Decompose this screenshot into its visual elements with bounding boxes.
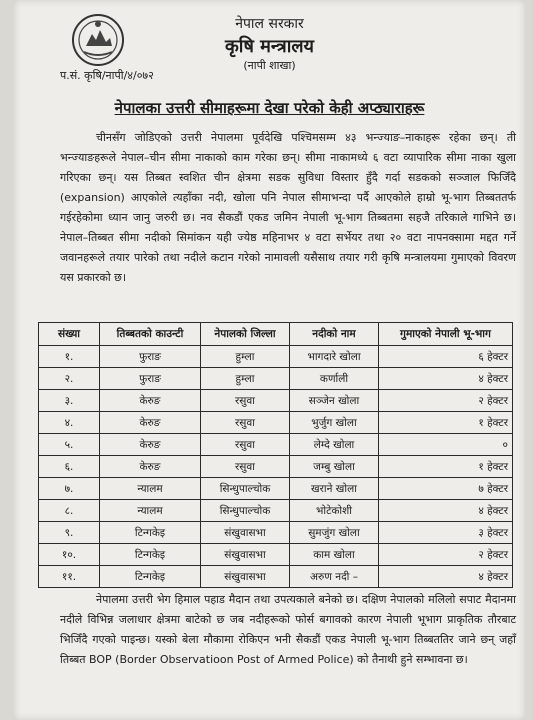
cell-district: संखुवासभा (201, 566, 290, 588)
document-title: नेपालका उत्तरी सीमाहरूमा देखा परेको केही अप्ठ्याराहरू (114, 99, 425, 117)
cell-district: हुम्ला (201, 368, 290, 390)
col-header-county: तिब्बतको काउन्टी (100, 323, 201, 346)
cell-county: फुराङ (100, 368, 201, 390)
cell-district: रसुवा (201, 412, 290, 434)
cell-land-lost: १ हेक्टर (379, 456, 513, 478)
table-row (39, 368, 513, 390)
reference-number: प.सं. कृषि/नापी/४/०७२ (60, 69, 154, 82)
cell-land-lost: २ हेक्टर (379, 544, 513, 566)
cell-number: ४. (39, 412, 100, 434)
cell-number: ६. (39, 456, 100, 478)
cell-river: लेम्दे खोला (290, 434, 379, 456)
cell-land-lost: ० (379, 434, 513, 456)
cell-district: रसुवा (201, 390, 290, 412)
cell-river: जम्बु खोला (290, 456, 379, 478)
cell-number: १. (39, 346, 100, 368)
section-name: (नापी शाखा) (243, 59, 296, 72)
col-header-number: संख्या (39, 323, 100, 346)
cell-district: रसुवा (201, 434, 290, 456)
cell-county: केरुङ (100, 412, 201, 434)
cell-county: न्यालम (100, 478, 201, 500)
table-row (39, 390, 513, 412)
cell-district: सिन्धुपाल्चोक (201, 500, 290, 522)
table-row (39, 566, 513, 588)
table-row (39, 434, 513, 456)
cell-land-lost: ४ हेक्टर (379, 500, 513, 522)
cell-river: भागदारे खोला (290, 346, 379, 368)
cell-county: फुराङ (100, 346, 201, 368)
cell-land-lost: ६ हेक्टर (379, 346, 513, 368)
cell-county: केरुङ (100, 390, 201, 412)
lost-land-table (38, 322, 513, 588)
cell-land-lost: १ हेक्टर (379, 412, 513, 434)
ministry-name: कृषि मन्त्रालय (224, 36, 314, 57)
cell-river: कर्णाली (290, 368, 379, 390)
cell-number: २. (39, 368, 100, 390)
cell-county: केरुङ (100, 434, 201, 456)
cell-number: ९. (39, 522, 100, 544)
cell-district: हुम्ला (201, 346, 290, 368)
table-row (39, 412, 513, 434)
cell-land-lost: ७ हेक्टर (379, 478, 513, 500)
cell-river: भोटेकोशी (290, 500, 379, 522)
cell-river: खराने खोला (290, 478, 379, 500)
cell-number: ८. (39, 500, 100, 522)
cell-district: सिन्धुपाल्चोक (201, 478, 290, 500)
cell-county: टिन्गकेइ (100, 544, 201, 566)
cell-district: संखुवासभा (201, 522, 290, 544)
table-row (39, 500, 513, 522)
cell-land-lost: ४ हेक्टर (379, 566, 513, 588)
cell-county: केरुङ (100, 456, 201, 478)
cell-river: सञ्जेन खोला (290, 390, 379, 412)
cell-land-lost: २ हेक्टर (379, 390, 513, 412)
col-header-district: नेपालको जिल्ला (201, 323, 290, 346)
cell-land-lost: ४ हेक्टर (379, 368, 513, 390)
table-row (39, 522, 513, 544)
government-name: नेपाल सरकार (235, 16, 304, 32)
cell-district: रसुवा (201, 456, 290, 478)
cell-number: ७. (39, 478, 100, 500)
cell-number: ५. (39, 434, 100, 456)
cell-river: अरुण नदी – (290, 566, 379, 588)
col-header-river: नदीको नाम (290, 323, 379, 346)
cell-river: सुमजुंग खोला (290, 522, 379, 544)
cell-number: ११. (39, 566, 100, 588)
table-header-row (39, 323, 513, 346)
table-row (39, 544, 513, 566)
table-row (39, 456, 513, 478)
closing-paragraph: नेपालमा उत्तरी भेग हिमाल पहाड मैदान तथा उपत्यकाले बनेको छ। दक्षिण नेपालको मलिलो सपाट मैदानमा नदीले विभिन्न जलाधार क्षेत्रमा बाटेको छ जब नदीहरूको फोर्स बगावको कारण नेपाली भूभाग प्राकृतिक तौरबाट भिजिँदै गएको पाइन्छ। यस्को बेला मौकामा रोकिएन भनी सैकडौं एकड नेपाली भू-भाग तिब्बततिर जाने छन् जहाँ तिब्बत BOP (Border Observatioon Post of Armed Police) को तैनाथी हुने सम्भावना छ। (60, 593, 516, 666)
cell-district: संखुवासभा (201, 544, 290, 566)
col-header-land-lost: गुमाएको नेपाली भू-भाग (379, 323, 513, 346)
cell-number: ३. (39, 390, 100, 412)
cell-county: टिन्गकेइ (100, 566, 201, 588)
cell-river: भुर्जुग खोला (290, 412, 379, 434)
intro-paragraph: चीनसँग जोडिएको उत्तरी नेपालमा पूर्वदेखि पश्चिमसम्म ४३ भन्ज्याङ–नाकाहरू रहेका छन्। ती भन्ज्याङहरूले नेपाल–चीन सीमा नाकाको काम गरेका छन्। सीमा नाकामध्ये ६ वटा व्यापारिक सीमा नाका खुला गरिएका छन्। यस तिब्बत स्वशित चीन क्षेत्रमा सडक सुविधा विस्तार हुँदै गर्दा सडकको सञ्जाल फिजिँदै (expansion) आएकोले त्यहाँका नदी, खोला पनि नेपाल सीमाभन्दा पर्दै आएकोले हाम्रो भू-भाग तिब्बततर्फ गईरहेकोमा ध्यान जानु जरुरी छ। नव सैकडौं एकड जमिन नेपाली भू-भाग तिब्बतमा सहजै तरिकाले गाभिने छ। नेपाल–तिब्बत सीमा नदीको सिमांकन यही ज्येष्ठ महिनाभर ४ वटा सर्भेयर तथा २० वटा नापनक्सामा मद्दत गर्ने जवानहरूले तयार पारेको तथा नदीले कटान गरेको नामावली यसैसाथ तयार गरी कृषि मन्त्रालयमा गुमाएको विवरण यस प्रकारको छ। (60, 131, 516, 284)
cell-number: १०. (39, 544, 100, 566)
cell-county: न्यालम (100, 500, 201, 522)
table-row (39, 346, 513, 368)
cell-river: काम खोला (290, 544, 379, 566)
cell-county: टिन्गकेइ (100, 522, 201, 544)
cell-land-lost: ३ हेक्टर (379, 522, 513, 544)
table-row (39, 478, 513, 500)
